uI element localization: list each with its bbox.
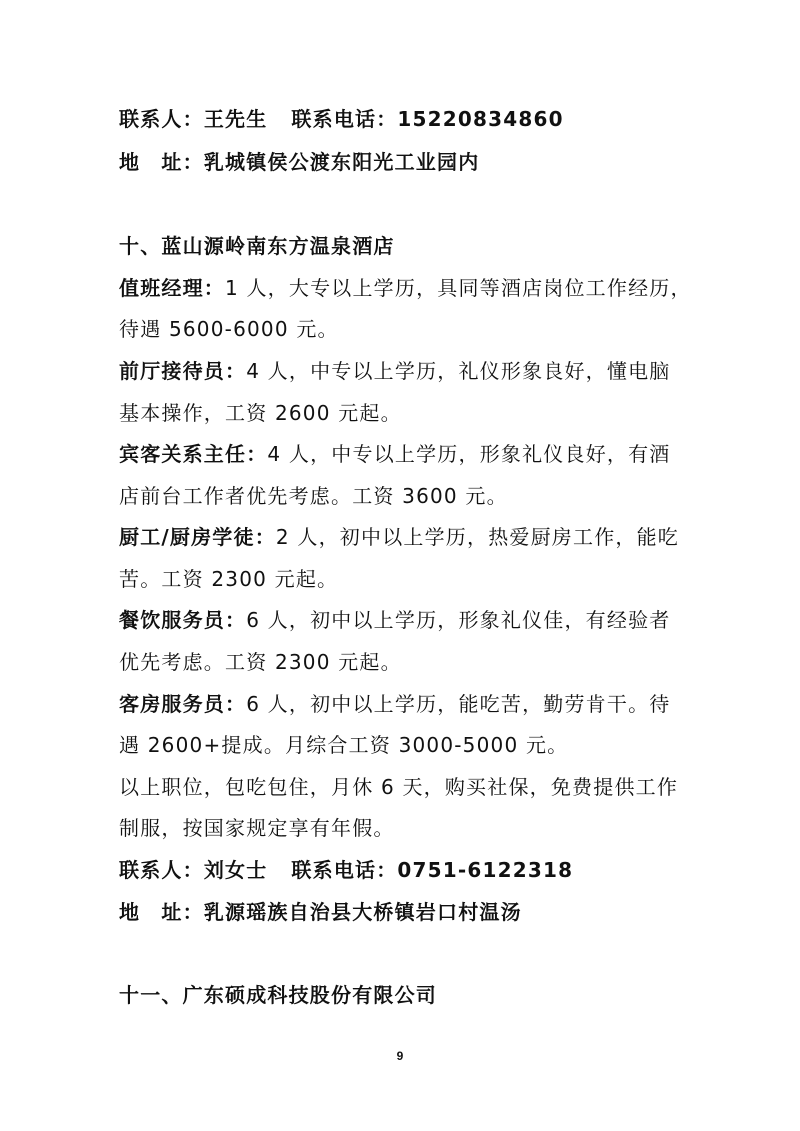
contact-label: 联系人： <box>119 107 204 131</box>
job-5-line-1 <box>119 608 671 632</box>
contact-name: 王先生 <box>203 107 268 131</box>
job-desc: 2 人，初中以上学历，热爱厨房工作，能吃 <box>275 525 679 549</box>
job-desc: 6 人，初中以上学历，能吃苦，勤劳肯干。待 <box>246 692 671 716</box>
contact-line-1 <box>119 107 564 131</box>
job-title: 餐饮服务员： <box>119 608 247 632</box>
benefits-line-1: 以上职位，包吃包住，月休 6 天，购买社保，免费提供工作 <box>119 775 679 799</box>
job-5-line-2: 优先考虑。工资 2300 元起。 <box>119 650 402 674</box>
address-label: 地 址： <box>119 150 204 174</box>
job-6-line-2: 遇 2600+提成。月综合工资 3000-5000 元。 <box>119 733 569 757</box>
job-3-line-2: 店前台工作者优先考虑。工资 3600 元。 <box>119 484 508 508</box>
phone-number: 15220834860 <box>397 107 564 131</box>
address-line-1 <box>119 150 479 174</box>
address-label: 地 址： <box>119 900 204 924</box>
job-desc: 1 人，大专以上学历，具同等酒店岗位工作经历， <box>225 276 692 300</box>
job-4-line-2: 苦。工资 2300 元起。 <box>119 567 339 591</box>
job-desc: 4 人，中专以上学历，礼仪形象良好，懂电脑 <box>246 359 671 383</box>
section-heading-11: 十一、广东硕成科技股份有限公司 <box>119 983 437 1007</box>
job-2-line-1 <box>119 359 671 383</box>
job-desc: 4 人，中专以上学历，形象礼仪良好，有酒 <box>267 442 671 466</box>
job-title: 值班经理： <box>119 276 225 300</box>
contact-name: 刘女士 <box>203 858 268 882</box>
contact-line-2 <box>119 858 573 882</box>
job-1-line-1 <box>119 276 692 300</box>
address-line-2 <box>119 900 522 924</box>
phone-number: 0751-6122318 <box>397 858 574 882</box>
benefits-line-2: 制服，按国家规定享有年假。 <box>119 816 395 840</box>
job-3-line-1 <box>119 442 671 466</box>
job-1-line-2: 待遇 5600-6000 元。 <box>119 317 339 341</box>
page-number: 9 <box>396 1049 404 1063</box>
job-title: 宾客关系主任： <box>119 442 268 466</box>
job-title: 客房服务员： <box>119 692 247 716</box>
job-title: 厨工/厨房学徒： <box>119 525 276 549</box>
contact-label: 联系人： <box>119 858 204 882</box>
address-text: 乳源瑶族自治县大桥镇岩口村温汤 <box>203 900 522 924</box>
section-heading-10: 十、蓝山源岭南东方温泉酒店 <box>119 234 395 258</box>
address-text: 乳城镇侯公渡东阳光工业园内 <box>203 150 480 174</box>
job-desc: 6 人，初中以上学历，形象礼仪佳，有经验者 <box>246 608 671 632</box>
job-2-line-2: 基本操作，工资 2600 元起。 <box>119 401 402 425</box>
phone-label: 联系电话： <box>291 858 398 882</box>
job-6-line-1 <box>119 692 671 716</box>
phone-label: 联系电话： <box>291 107 398 131</box>
job-4-line-1 <box>119 525 679 549</box>
job-title: 前厅接待员： <box>119 359 247 383</box>
